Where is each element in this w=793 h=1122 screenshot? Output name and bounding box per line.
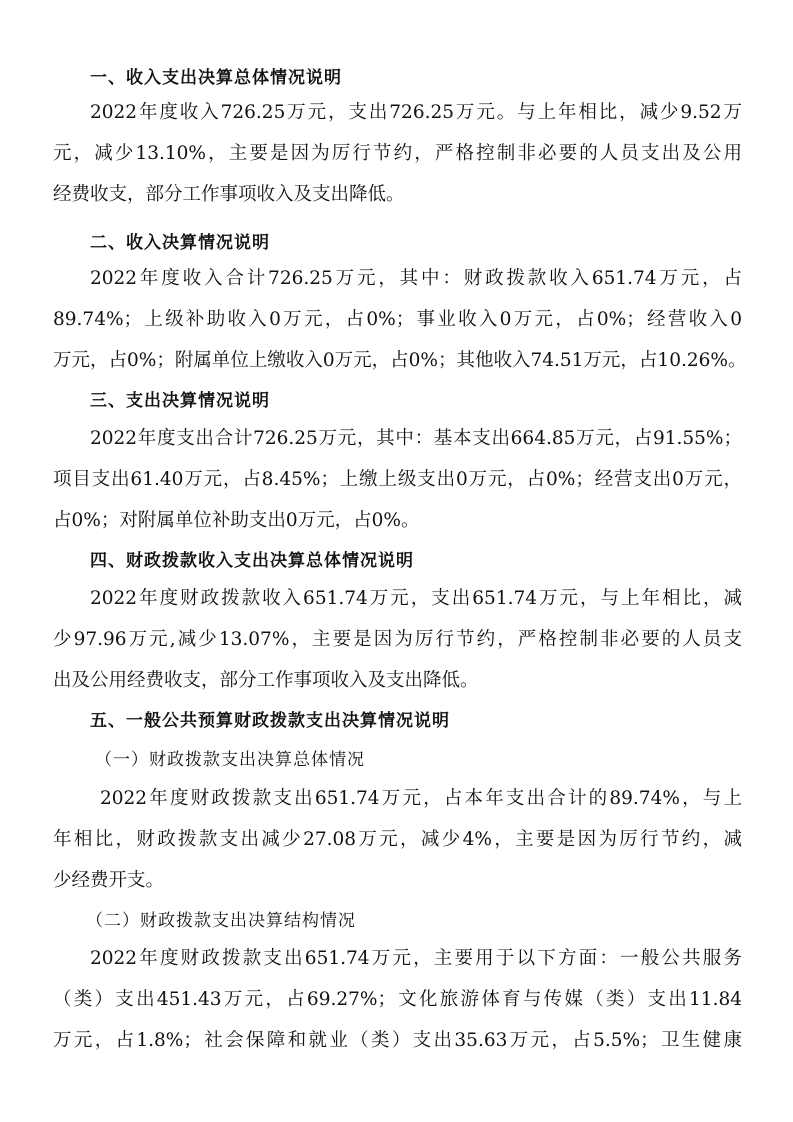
paragraph-line: 年相比，财政拨款支出减少27.08万元，减少4%，主要是因为厉行节约，减 xyxy=(53,829,742,850)
subsection-heading-1: （一）财政拨款支出决算总体情况 xyxy=(95,750,365,770)
paragraph-line: 万元，占1.8%；社会保障和就业（类）支出35.63万元，占5.5%；卫生健康 xyxy=(53,1030,742,1051)
paragraph-line: 2022年度财政拨款收入651.74万元，支出651.74万元，与上年相比，减 xyxy=(90,588,742,609)
paragraph-line: 89.74%；上级补助收入0万元，占0%；事业收入0万元，占0%；经营收入0 xyxy=(53,309,742,330)
paragraph-line: 2022年度收入726.25万元，支出726.25万元。与上年相比，减少9.52万 xyxy=(90,102,742,123)
section-heading-4: 四、财政拨款收入支出决算总体情况说明 xyxy=(90,551,414,571)
paragraph-line: 2022年度收入合计726.25万元，其中：财政拨款收入651.74万元，占 xyxy=(90,268,742,289)
paragraph-line: 占0%；对附属单位补助支出0万元，占0%。 xyxy=(53,510,420,531)
paragraph-line: 项目支出61.40万元，占8.45%；上缴上级支出0万元，占0%；经营支出0万元， xyxy=(53,469,742,490)
paragraph-line: 2022年度支出合计726.25万元，其中：基本支出664.85万元，占91.55%； xyxy=(90,428,742,449)
section-heading-5: 五、一般公共预算财政拨款支出决算情况说明 xyxy=(90,711,450,731)
paragraph-line: 出及公用经费收支，部分工作事项收入及支出降低。 xyxy=(53,670,479,691)
section-heading-2: 二、收入决算情况说明 xyxy=(90,233,270,253)
paragraph-line: 经费收支，部分工作事项收入及支出降低。 xyxy=(53,184,405,205)
paragraph-line: 万元，占0%；附属单位上缴收入0万元，占0%；其他收入74.51万元，占10.26%。 xyxy=(53,350,747,371)
paragraph-line: 2022年度财政拨款支出651.74万元，主要用于以下方面：一般公共服务 xyxy=(90,948,742,969)
paragraph-line: 2022年度财政拨款支出651.74万元，占本年支出合计的89.74%，与上 xyxy=(100,788,742,809)
subsection-heading-2: （二）财政拨款支出决算结构情况 xyxy=(86,911,356,931)
paragraph-line: 少97.96万元,减少13.07%，主要是因为厉行节约，严格控制非必要的人员支 xyxy=(53,629,742,650)
section-heading-3: 三、支出决算情况说明 xyxy=(90,391,270,411)
paragraph-line: 元，减少13.10%，主要是因为厉行节约，严格控制非必要的人员支出及公用 xyxy=(53,143,742,164)
section-heading-1: 一、收入支出决算总体情况说明 xyxy=(90,68,342,88)
paragraph-line: （类）支出451.43万元，占69.27%；文化旅游体育与传媒（类）支出11.84 xyxy=(53,989,742,1010)
paragraph-line: 少经费开支。 xyxy=(53,870,165,891)
